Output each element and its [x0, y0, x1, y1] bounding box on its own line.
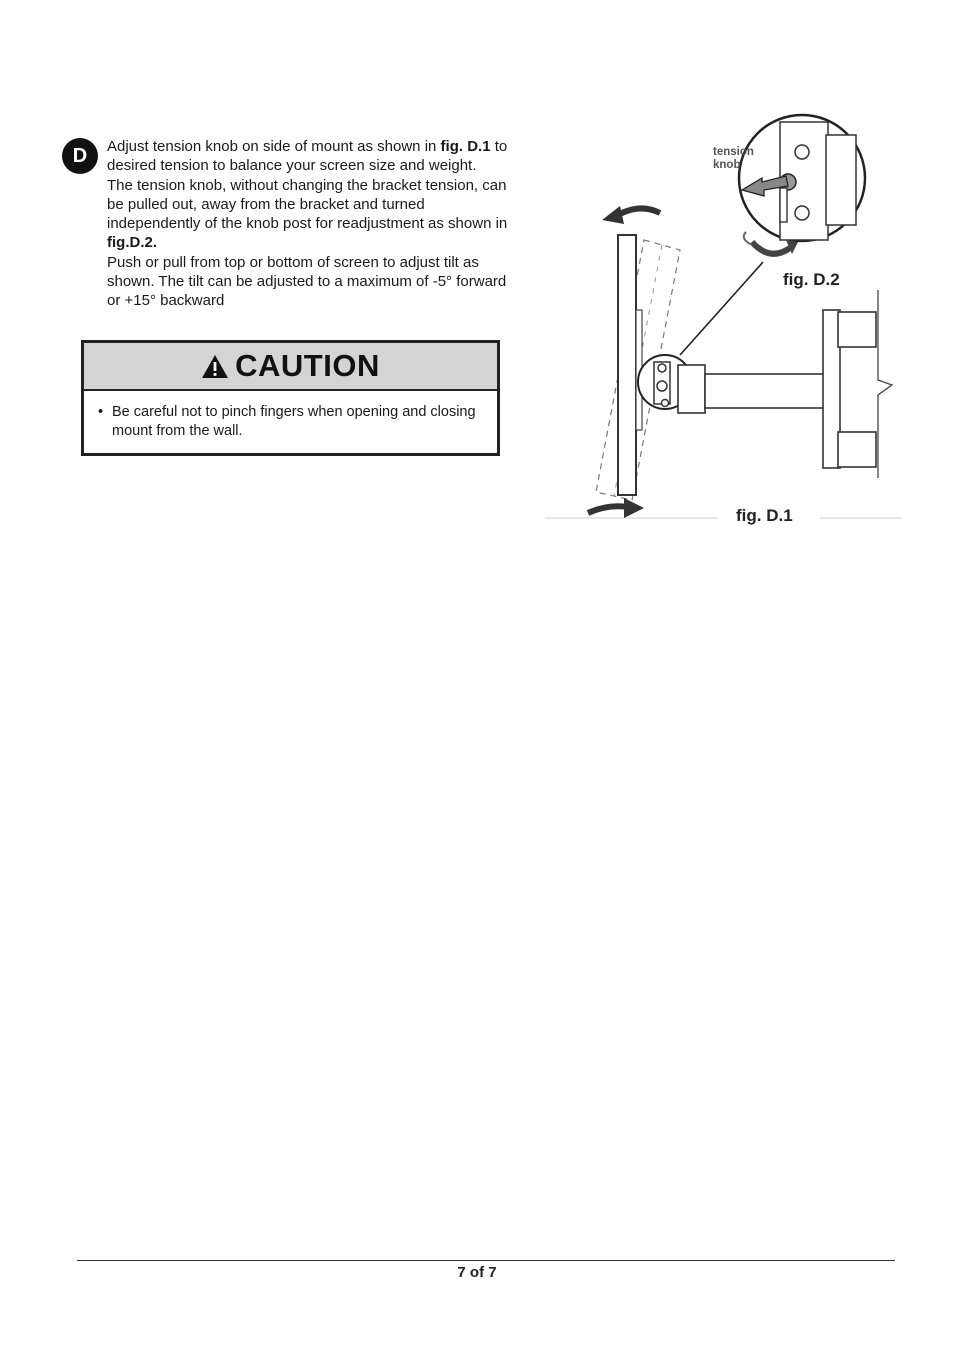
instruction-paragraph-3: Push or pull from top or bottom of screen to adjust tilt as shown. The tilt can be adjusted to a maximum of -5° forward or +15° backward — [107, 253, 507, 310]
instruction-paragraph-2: The tension knob, without changing the bracket tension, can be pulled out, away from the bracket and turned independently of the knob post for readjustment as shown in fig.D.2. — [107, 176, 508, 252]
page-number: 7 of 7 — [457, 1264, 497, 1281]
step-badge: D — [62, 138, 98, 174]
fig-d2-label: fig. D.2 — [783, 270, 840, 289]
mount-figure — [540, 100, 910, 530]
caution-item — [84, 391, 497, 441]
caution-header — [84, 343, 497, 391]
instruction-paragraph-1: Adjust tension knob on side of mount as shown in fig. D.1 to desired tension to balance your screen size and weight. — [107, 138, 508, 175]
tension-knob-label: tension knob — [713, 146, 754, 171]
instructions — [107, 137, 512, 311]
bullet: • — [98, 404, 104, 420]
caution-text: Be careful not to pinch fingers when opening and closing mount from the wall. — [112, 404, 476, 439]
warning-icon — [201, 354, 229, 379]
footer-divider — [77, 1260, 895, 1261]
caution-box — [81, 340, 500, 456]
caution-title: CAUTION — [235, 348, 380, 383]
fig-d1-label: fig. D.1 — [736, 506, 793, 525]
